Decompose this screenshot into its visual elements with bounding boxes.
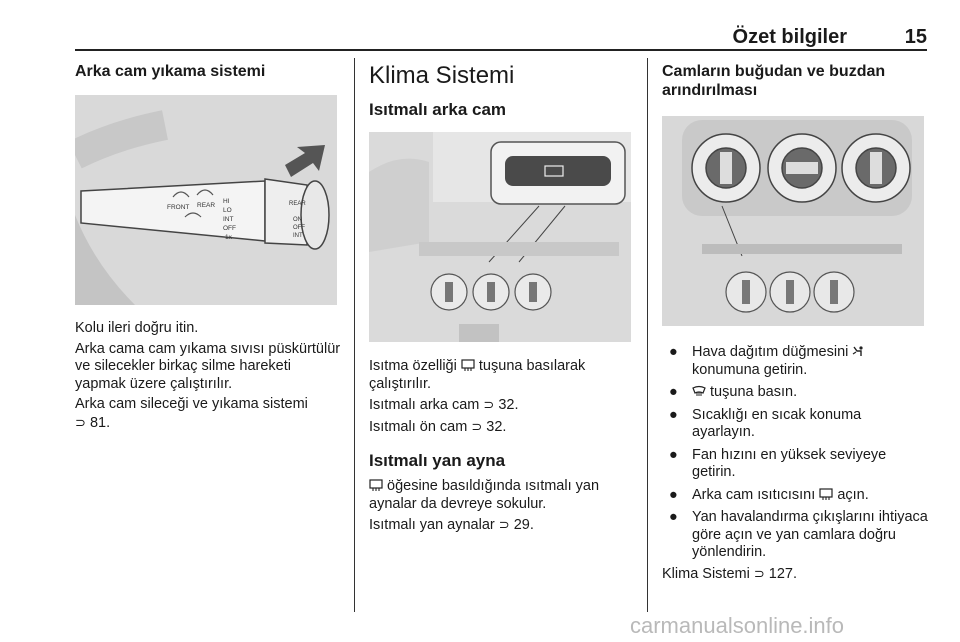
rear-defrost-figure (369, 132, 631, 342)
heading-line: arındırılması (662, 82, 758, 99)
column-rear-washer (75, 62, 341, 81)
page-ref: 32. (486, 418, 507, 435)
rear2-label: REAR (289, 201, 306, 207)
rear-defrost-icon (819, 488, 833, 500)
climate-controls-figure (662, 116, 924, 326)
hi-label: HI (223, 198, 230, 205)
list-item-text: Sıcaklığı en sıcak konuma ayarlayın. (692, 406, 862, 440)
column-rear-washer-text (75, 320, 341, 432)
list-item-text: konumuna getirin. (692, 361, 808, 378)
column-divider (354, 58, 355, 612)
cross-reference (75, 396, 341, 432)
column-defog (662, 62, 928, 100)
column-climate (369, 62, 635, 120)
int2-label: INT (293, 233, 303, 239)
page-number: 15 (904, 26, 927, 48)
list-item (662, 344, 928, 379)
section-heading: Arka cam yıkama sistemi (75, 63, 266, 80)
off2-label: OFF (293, 225, 305, 231)
ref-arrow-icon: ⊃ (75, 414, 86, 430)
cross-reference-text: Isıtmalı arka cam (369, 397, 480, 413)
ref-arrow-icon: ⊃ (753, 565, 765, 581)
list-item (662, 384, 928, 402)
description-text: Arka cama cam yıkama sıvısı püskürtülür ve silecekler birkaç silme hareketi yapmak üzere çalıştırılır. (75, 340, 341, 392)
description-part: öğesine basıldığında ısıtmalı yan aynalar da devreye sokulur. (369, 478, 600, 512)
bullet-icon: ● (669, 384, 678, 400)
section-heading: Isıtmalı arka cam (369, 100, 507, 119)
instruction-text: Kolu ileri doğru itin. (75, 320, 199, 336)
bullet-icon: ● (669, 344, 678, 360)
column-defog-text (662, 344, 928, 583)
cross-reference-text: Isıtmalı yan aynalar (369, 517, 495, 533)
watermark: carmanualsonline.info (630, 613, 845, 638)
list-item-text: açın. (837, 486, 869, 503)
header-rule (75, 49, 927, 51)
chapter-title: Klima Sistemi (369, 62, 515, 89)
page-ref: 32. (498, 397, 519, 413)
lo-label: LO (223, 207, 232, 214)
list-item-text: tuşuna basın. (710, 384, 798, 400)
bullet-icon: ● (669, 446, 678, 463)
windscreen-defrost-icon (692, 385, 706, 397)
cross-reference-text: Arka cam sileceği ve yıkama sistemi (75, 396, 308, 412)
page-ref: 29. (513, 517, 534, 533)
list-item-text: Arka cam ısıtıcısını (692, 486, 816, 503)
header-title: Özet bilgiler (732, 26, 847, 48)
rear-label: REAR (197, 202, 216, 209)
instruction-part: Isıtma özelliği (369, 358, 457, 374)
wiper-stalk-illustration (75, 95, 337, 305)
list-item-text: Yan havalandırma çıkışlarını ihtiyaca göre açın ve yan camlara doğru yönlendirin. (692, 509, 928, 560)
cross-reference-text: Klima Sistemi (662, 565, 750, 582)
cross-reference (369, 516, 635, 535)
ref-arrow-icon: ⊃ (483, 397, 495, 412)
list-item (662, 487, 928, 505)
cross-reference (369, 418, 635, 437)
list-item-text: Fan hızını en yüksek seviyeye getirin. (692, 446, 887, 480)
bullet-icon: ● (669, 486, 678, 503)
dashboard-illustration (369, 132, 631, 342)
rear-defrost-icon (369, 479, 383, 491)
list-item-text: Hava dağıtım düğmesini (692, 344, 849, 360)
column-climate-text (369, 358, 635, 535)
one-x-label: 1x (225, 234, 232, 241)
rear-defrost-icon (461, 359, 475, 371)
page-ref: 127. (768, 565, 798, 582)
column-divider (647, 58, 648, 612)
ref-arrow-icon: ⊃ (471, 418, 483, 434)
cross-reference (662, 565, 928, 584)
instruction-part: tuşuna basılarak çalıştırılır. (369, 358, 586, 392)
list-item (662, 509, 928, 562)
section-heading (662, 62, 928, 100)
instruction-text (369, 358, 635, 393)
off-label: OFF (223, 225, 236, 232)
bullet-icon: ● (669, 406, 678, 423)
section-heading: Isıtmalı yan ayna (369, 451, 506, 470)
steps-list (662, 344, 928, 562)
wiper-stalk-figure (75, 95, 337, 305)
ref-arrow-icon: ⊃ (498, 517, 510, 532)
front-label: FRONT (167, 204, 190, 211)
cross-reference (369, 396, 635, 415)
heading-line: Camların buğudan ve buzdan (662, 63, 886, 80)
climate-knobs-illustration (662, 116, 924, 326)
page-ref: 81. (89, 414, 111, 431)
list-item (662, 447, 928, 482)
cross-reference-text: Isıtmalı ön cam (369, 418, 468, 435)
air-distribution-icon (852, 345, 866, 357)
on-label: ON (293, 217, 302, 223)
description-text (369, 478, 635, 513)
int-label: INT (223, 216, 234, 223)
bullet-icon: ● (669, 509, 678, 525)
list-item (662, 407, 928, 442)
